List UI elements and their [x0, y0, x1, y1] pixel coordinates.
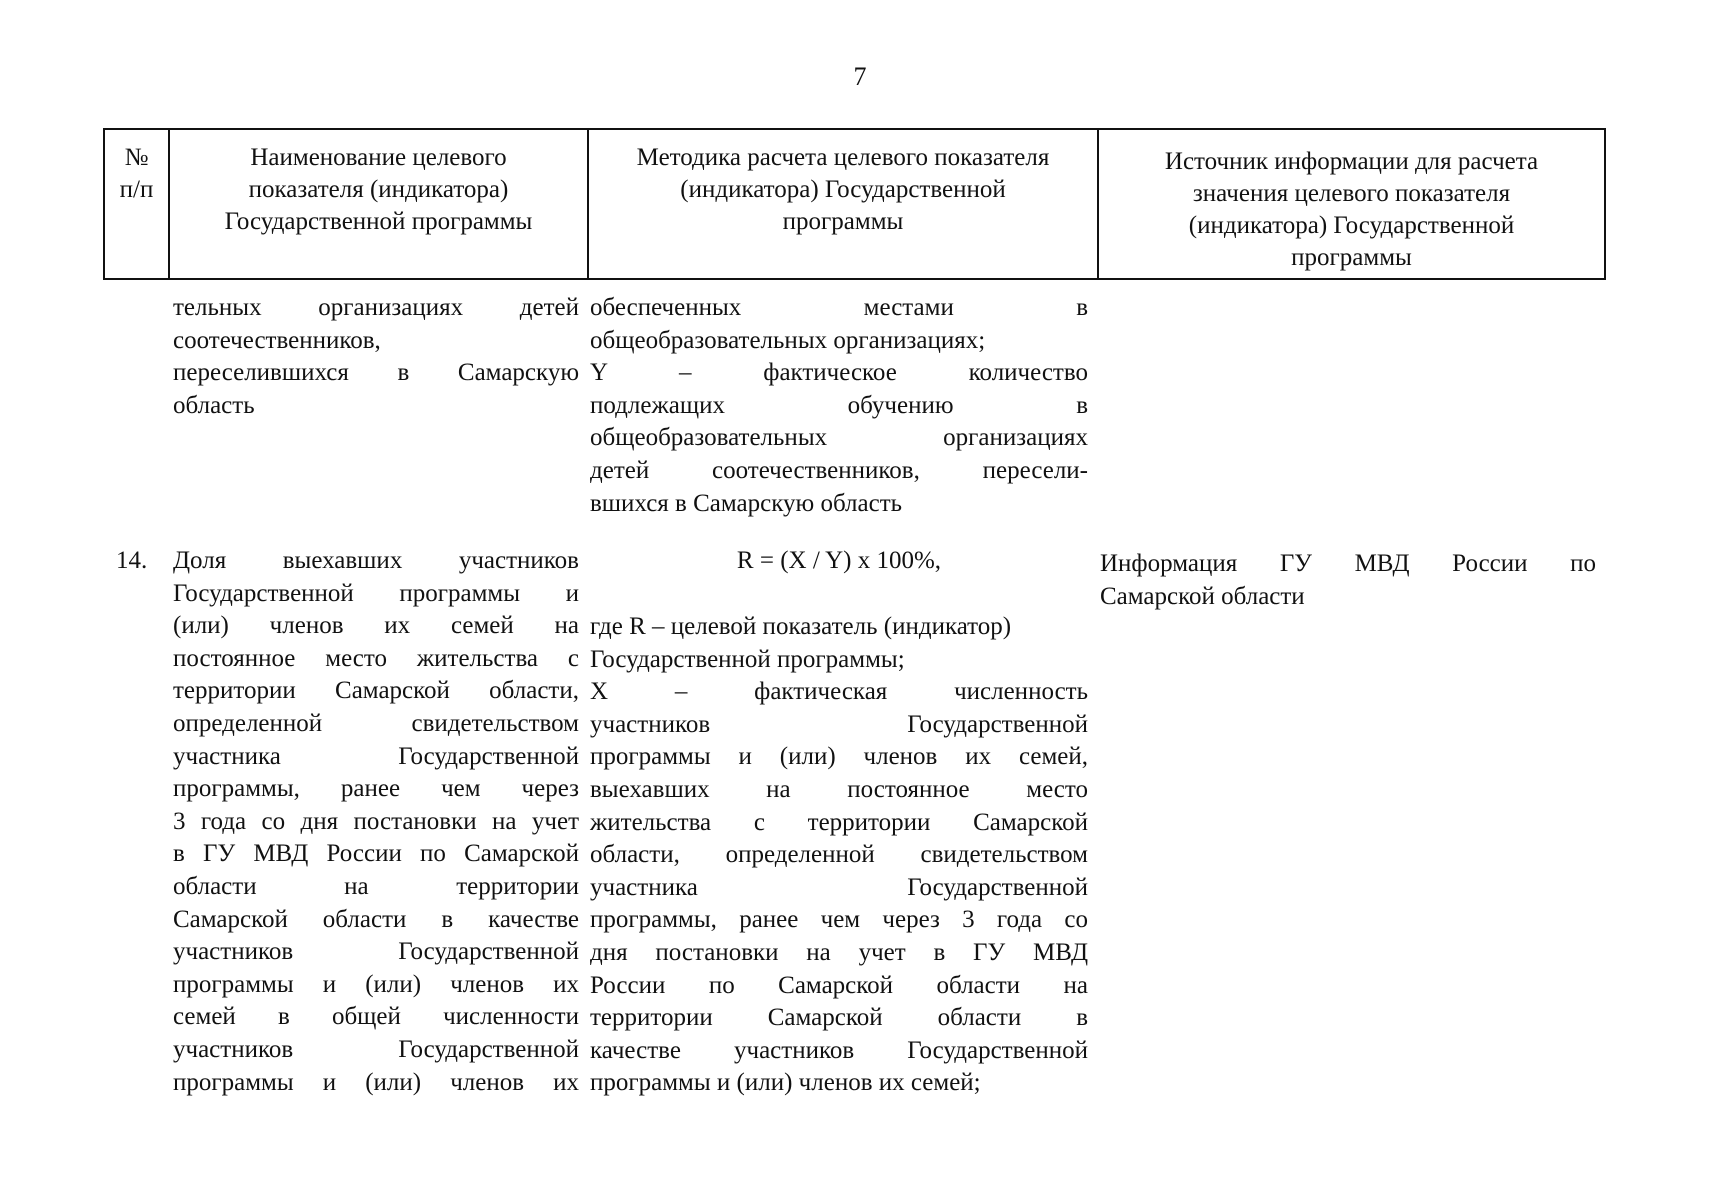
text-line: общеобразовательных организациях; [590, 326, 986, 354]
text-line: выехавших на постоянное место [590, 775, 1088, 803]
text-line: соотечественников, [173, 326, 381, 354]
table-header [103, 128, 1606, 280]
header-line: программы [1291, 244, 1412, 271]
text-line: участника Государственной [173, 742, 579, 770]
text-line: Y – фактическое количество [590, 359, 1088, 387]
text-line: область [173, 391, 255, 419]
text-line: программы и (или) членов их семей; [590, 1069, 981, 1097]
page-number: 7 [853, 62, 867, 91]
text-line: жительства с территории Самарской [590, 808, 1088, 836]
header-line: значения целевого показателя [1192, 180, 1511, 207]
text-line: территории Самарской области в [590, 1004, 1088, 1032]
header-line: Методика расчета целевого показателя [636, 144, 1050, 171]
text-line: постоянное место жительства с [173, 644, 579, 672]
header-line: п/п [119, 176, 154, 203]
text-line: Государственной программы и [173, 579, 579, 607]
text-line: X – фактическая численность [590, 678, 1088, 706]
text-line: Доля выехавших участников [173, 547, 579, 574]
text-line: где R – целевой показатель (индикатор) [590, 613, 1012, 640]
text-line: детей соотечественников, пересели- [590, 456, 1088, 484]
header-number-column [105, 130, 168, 278]
header-line: показателя (индикатора) [248, 176, 509, 203]
text-line: Самарской области в качестве [173, 905, 579, 933]
header-line: (индикатора) Государственной [1188, 212, 1515, 239]
text-line: программы и (или) членов их [173, 970, 579, 998]
text-line: участников Государственной [590, 710, 1088, 738]
text-line: области на территории [173, 872, 579, 900]
text-line: программы и (или) членов их семей, [590, 743, 1088, 771]
row14-formula: R = (X / Y) x 100%, [736, 547, 942, 574]
text-line: в ГУ МВД России по Самарской [173, 840, 579, 868]
header-method-column [587, 130, 1097, 278]
text-line: общеобразовательных организациях [590, 424, 1088, 452]
text-line: (или) членов их семей на [173, 612, 579, 640]
text-line: программы и (или) членов их [173, 1068, 579, 1096]
text-line: дня постановки на учет в ГУ МВД [590, 938, 1088, 966]
header-line: № [124, 144, 149, 171]
text-line: программы, ранее чем через 3 года со [590, 906, 1088, 934]
text-line: подлежащих обучению в [590, 391, 1088, 419]
header-line: Государственной программы [224, 208, 533, 235]
row14-number: 14. [116, 547, 148, 574]
text-line: Государственной программы; [590, 645, 905, 673]
row14-method [590, 611, 1088, 1100]
text-line: качестве участников Государственной [590, 1036, 1088, 1064]
text-line: участников Государственной [173, 938, 579, 966]
row13-method [590, 292, 1088, 520]
header-line: Наименование целевого [250, 144, 507, 171]
header-line: программы [782, 208, 904, 235]
text-line: переселившихся в Самарскую [173, 359, 579, 387]
text-line: тельных организациях детей [173, 294, 579, 321]
text-line: России по Самарской области на [590, 971, 1088, 999]
text-line: семей в общей численности [173, 1003, 579, 1031]
text-line: определенной свидетельством [173, 709, 579, 737]
text-line: участников Государственной [173, 1035, 579, 1063]
row14-indicator-name [173, 545, 579, 1099]
text-line: программы, ранее чем через [173, 775, 579, 803]
row14-info-source [1100, 548, 1596, 613]
text-line: участника Государственной [590, 873, 1088, 901]
text-line: Самарской области [1100, 582, 1305, 610]
text-line: территории Самарской области, [173, 677, 579, 705]
text-line: Информация ГУ МВД России по [1100, 550, 1596, 577]
row13-indicator-name [173, 292, 579, 422]
header-line: Источник информации для расчета [1164, 148, 1539, 175]
text-line: области, определенной свидетельством [590, 841, 1088, 869]
header-indicator-name-column [168, 130, 587, 278]
header-line: (индикатора) Государственной [680, 176, 1006, 203]
text-line: обеспеченных местами в [590, 294, 1088, 321]
text-line: вшихся в Самарскую область [590, 489, 903, 517]
header-source-column [1097, 130, 1604, 278]
text-line: 3 года со дня постановки на учет [173, 807, 579, 835]
